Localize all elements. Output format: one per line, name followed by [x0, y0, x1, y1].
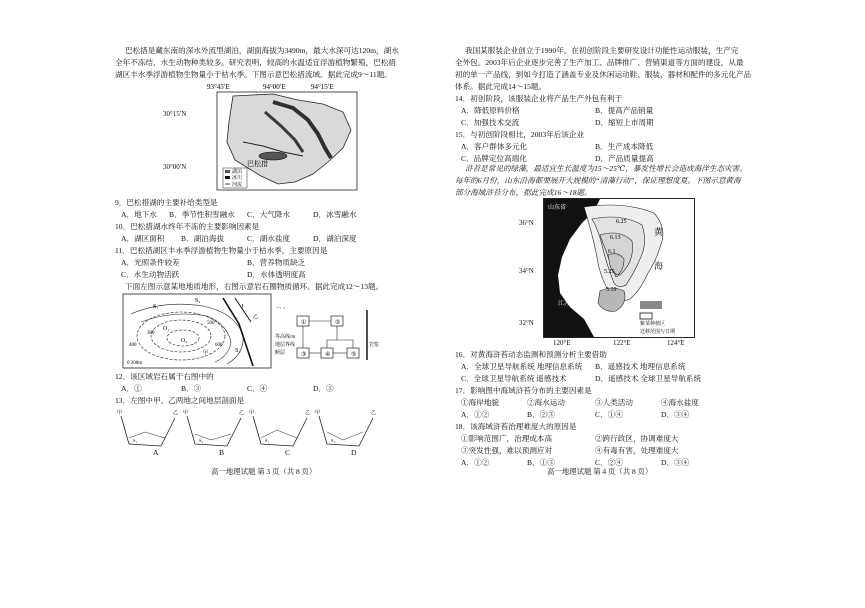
q17-option-a[interactable]: A．①② [461, 410, 490, 419]
date-label: 6.1 [608, 249, 616, 255]
svg-text:S₁: S₁ [133, 438, 138, 443]
q9-option-d[interactable]: D．冰雪融水 [313, 210, 357, 219]
q18-item-2: ②跨行政区，协调难度大 [595, 434, 679, 443]
q18-option-a[interactable]: A．①② [461, 458, 490, 467]
intro-line-1: 我国某服装企业创立于1990年，在初创阶段主要研发设计功能性运动服装，生产完 [465, 46, 739, 55]
lat-label: 30°15′N [163, 110, 187, 118]
intro-line-2: 全年不冻结，水生动物种类较多。研究表明，较高的水温适宜浮游植物繁殖，巴松措 [115, 58, 396, 67]
node-label: ② [335, 320, 341, 326]
date-label: 6.13 [610, 235, 621, 241]
q17-item-2: ②海水运动 [527, 398, 565, 407]
q14-option-c[interactable]: C．加强技术交流 [461, 118, 520, 127]
profile-c [249, 409, 310, 446]
node-label: ⑤ [351, 352, 357, 358]
legend-river: 河流 [232, 183, 243, 188]
lon-label: 93°45′E [207, 83, 230, 91]
profile-a [117, 409, 178, 446]
q10-option-b[interactable]: B．湖泊海拔 [181, 234, 225, 243]
intro-line-2: 全外包。2003年后企业逐步完善了生产加工、品牌推广、营销渠道等方面的建设，从最 [455, 58, 744, 67]
q18-option-c[interactable]: C．②④ [595, 458, 623, 467]
svg-text:甲: 甲 [183, 411, 189, 416]
q11-option-b[interactable]: B．营养物质缺乏 [247, 258, 306, 267]
q14-stem: 14．初创阶段，该服装企业将产品生产外包有利于 [455, 94, 623, 103]
q12-option-b[interactable]: B．③ [181, 384, 202, 393]
contour-label: 300 [147, 331, 155, 336]
svg-text:甲: 甲 [249, 411, 255, 416]
q14-option-d[interactable]: D．缩短上市周期 [595, 118, 654, 127]
q18-item-1: ①影响范围广，治理成本高 [461, 434, 553, 443]
province-shandong: 山东省 [548, 205, 567, 211]
q12-stem: 12．该区域岩石属于右图中的 [115, 372, 214, 381]
q17-option-b[interactable]: B．②③ [527, 410, 555, 419]
province-jiangsu: 江苏省 [558, 301, 577, 307]
q15-option-b[interactable]: B．生产成本降低 [595, 142, 654, 151]
svg-text:甲: 甲 [117, 411, 123, 416]
q16-stem: 16．对黄海浒苔动态监测和预测分析主要借助 [455, 350, 607, 359]
stratum-label: S₂ [195, 298, 201, 304]
q18-option-d[interactable]: D．③④ [661, 458, 690, 467]
q10-stem: 10．巴松措湖水终年不冻的主要影响因素是 [115, 222, 260, 231]
stratum-label: S₁ [153, 304, 159, 310]
intro2-line-2: 每年的6月份，山东沿海都要展开大规模的“清藻行动”，保证理想度夏。下图示意黄海 [455, 176, 741, 185]
lon-label: 94°00′E [263, 83, 286, 91]
rock-cycle-diagram [291, 310, 383, 368]
q15-stem: 15．与初创阶段相比，2003年后该企业 [455, 130, 585, 139]
date-label: 6.25 [616, 219, 627, 225]
lon-label: 122°E [613, 339, 631, 347]
legend-migration: 迁移范围与日期 [640, 330, 676, 335]
lat-label: 30°00′N [163, 163, 187, 171]
q15-option-c[interactable]: C．品牌定位高端化 [461, 154, 527, 163]
intro-line-3: 初的单一产品线，到如今打造了涵盖专业及休闲运动鞋、服装、器材和配件的多元化产品 [455, 70, 752, 79]
q18-item-4: ④有毒有害，处理难度大 [595, 446, 679, 455]
intro-line-1: 巴松措是藏东南的深水外流型湖泊，湖面海拔为3490m，最大水深可达120m，湖水 [125, 46, 399, 55]
stratum-label: S₃ [235, 348, 241, 354]
legend-fault: 断层 [275, 351, 286, 356]
legend-nori: 紫菜种植区 [640, 322, 666, 327]
node-label: ③ [301, 352, 307, 358]
stratum-label: J [241, 304, 244, 310]
lake-label: 巴松措 [247, 160, 268, 168]
lon-label: 124°E [667, 339, 685, 347]
legend-lake: 湖泊 [232, 170, 243, 175]
q17-option-d[interactable]: D．③④ [661, 410, 690, 419]
q17-item-3: ③人类活动 [595, 398, 633, 407]
svg-text:乙: 乙 [239, 411, 245, 416]
contour-label: 600 [215, 343, 223, 348]
svg-text:乙: 乙 [305, 411, 311, 416]
lon-label: 120°E [553, 339, 571, 347]
intro2-line-1: 浒苔是常见的绿藻，最适宜生长温度为15～25℃，暴发性增长会造成海洋生态灾害。 [465, 164, 747, 173]
q10-option-c[interactable]: C．湖水盐度 [247, 234, 291, 243]
lat-label: 36°N [519, 219, 534, 227]
lon-label: 94°15′E [311, 83, 334, 91]
q10-option-d[interactable]: D．湖泊深度 [313, 234, 357, 243]
point-label: 乙 [253, 315, 259, 320]
svg-text:乙: 乙 [173, 411, 179, 416]
q14-option-b[interactable]: B．提高产品销量 [595, 106, 654, 115]
q17-item-1: ①海岸地貌 [461, 398, 499, 407]
q12-option-c[interactable]: C．④ [247, 384, 268, 393]
sea-label: 海 [654, 261, 664, 271]
lat-label: 34°N [519, 267, 534, 275]
q17-option-c[interactable]: C．①④ [595, 410, 623, 419]
q11-option-d[interactable]: D．水体透明度高 [247, 270, 306, 279]
svg-text:S₁: S₁ [265, 438, 270, 443]
q18-option-b[interactable]: B．①③ [527, 458, 555, 467]
profile-d [315, 409, 376, 446]
legend-glacier: 冰川 [232, 176, 243, 181]
intro-line-4: 体系。据此完成14～15题。 [455, 82, 547, 91]
sea-label: 黄 [654, 227, 664, 237]
q11-option-a[interactable]: A．光照条件较差 [121, 258, 180, 267]
legend-dip: →₁ ₂ [275, 305, 285, 310]
node-label: ④ [325, 352, 331, 358]
contour-label: 500 [207, 321, 215, 326]
q13-option-c[interactable]: C [285, 448, 291, 457]
q13-option-d[interactable]: D [351, 448, 357, 457]
stratum-label: O₂ [181, 338, 188, 344]
q9-stem: 9．巴松措湖的主要补给类型是 [115, 198, 218, 207]
q16-option-c[interactable]: C．全球卫星导航系统 遥感技术 [461, 374, 567, 383]
q11-option-c[interactable]: C．水生动物活跃 [121, 270, 180, 279]
q18-item-3: ③突发性强，难以预测应对 [461, 446, 553, 455]
magma-label: 岩浆 [369, 343, 380, 348]
q16-option-a[interactable]: A．全球卫星导航系统 地理信息系统 [461, 362, 583, 371]
page-footer: 高一地理试题 第 3 页（共 8 页） [211, 467, 317, 476]
svg-text:S₁: S₁ [199, 438, 204, 443]
yellow-sea-map [543, 198, 695, 338]
legend-contour: 等高线/m [275, 335, 296, 340]
intro2-line-3: 部分海域浒苔分布，据此完成16～18题。 [455, 188, 592, 197]
q16-option-b[interactable]: B．遥感技术 地理信息系统 [595, 362, 686, 371]
q9-option-c[interactable]: C．大气降水 [247, 210, 291, 219]
q18-stem: 18．该海域浒苔治理难度大的原因是 [455, 422, 577, 431]
intro-line-3: 湖区丰水季浮游植物生物量小于枯水季。下图示意巴松措流域。据此完成9～11题。 [115, 70, 392, 79]
date-label: 5.25 [604, 269, 615, 275]
scale-label: 0 200m [127, 361, 143, 366]
q16-option-d[interactable]: D．遥感技术 全球卫星导航系统 [595, 374, 702, 383]
contour-label: 400 [129, 343, 137, 348]
geology-map [123, 294, 271, 368]
svg-text:乙: 乙 [371, 411, 377, 416]
legend-boundary: 地层界线 [275, 343, 296, 348]
q17-item-4: ④海水盐度 [661, 398, 699, 407]
stratum-label: O₁ [163, 326, 170, 332]
q13-option-b[interactable]: B [219, 448, 225, 457]
right-page [455, 0, 865, 608]
q9-option-b[interactable]: B．季节性积雪融水 [169, 210, 235, 219]
intro-12-13: 下面左图示意某地地质地形，右图示意岩石圈物质循环。据此完成12～13题。 [125, 282, 384, 291]
q15-option-a[interactable]: A．客户群体多元化 [461, 142, 528, 151]
svg-text:S₁: S₁ [331, 438, 336, 443]
page-footer: 高一地理试题 第 4 页（共 8 页） [547, 467, 653, 476]
node-label: ① [301, 320, 307, 326]
profile-b [183, 409, 244, 446]
q14-option-a[interactable]: A．降低原料价格 [461, 106, 520, 115]
q13-option-a[interactable]: A [153, 448, 159, 457]
q12-option-d[interactable]: D．⑤ [313, 384, 334, 393]
q15-option-d[interactable]: D．产品质量提高 [595, 154, 654, 163]
date-label: 5.19 [606, 287, 617, 293]
q12-option-a[interactable]: A．① [121, 384, 142, 393]
q9-option-a[interactable]: A．地下水 [121, 210, 157, 219]
q17-stem: 17．影响图中海域浒苔分布的主要因素是 [455, 386, 592, 395]
svg-text:甲: 甲 [315, 411, 321, 416]
q10-option-a[interactable]: A．湖区面积 [121, 234, 165, 243]
point-label: 甲 [203, 351, 209, 356]
q11-stem: 11．巴松措湖区丰水季浮游植物生物量小于枯水季，主要原因是 [115, 246, 328, 255]
lat-label: 32°N [519, 319, 534, 327]
basong-map [203, 82, 363, 192]
q13-stem: 13．左图中甲、乙两地之间地层剖面是 [115, 396, 245, 405]
